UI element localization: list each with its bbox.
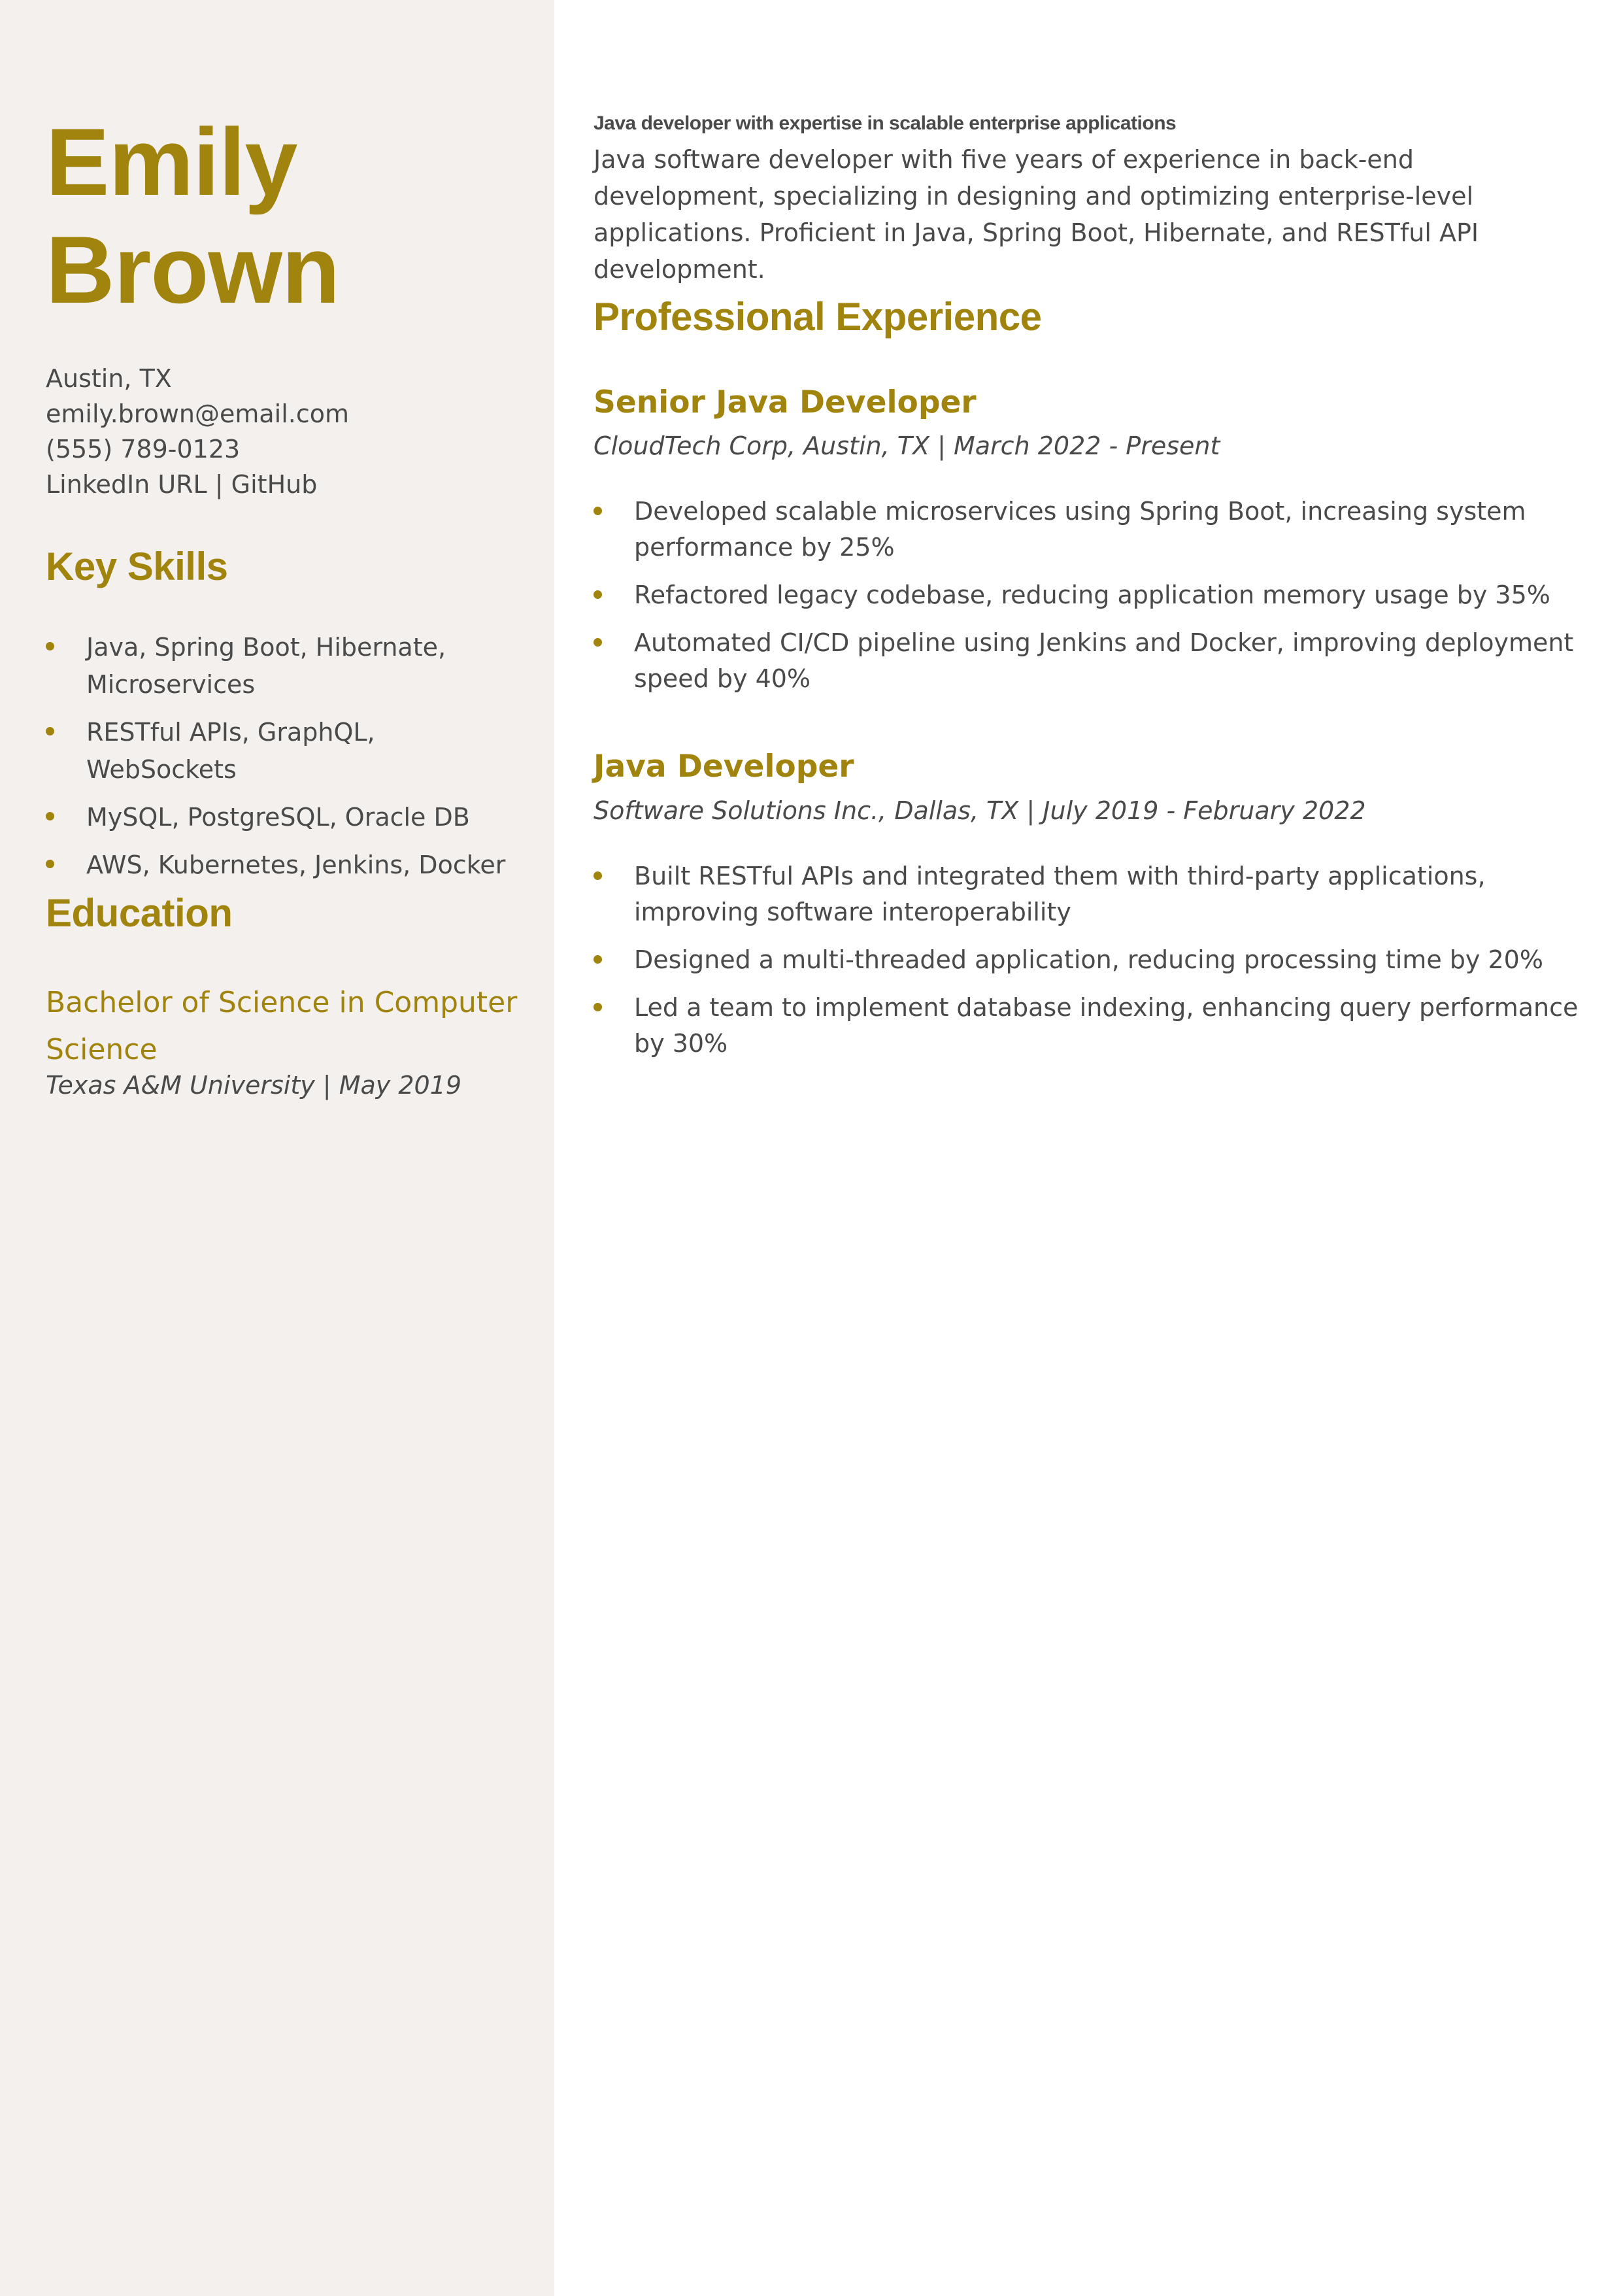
skill-item: [46, 847, 523, 884]
job-duties: [594, 494, 1587, 709]
skill-text: MySQL, PostgreSQL, Oracle DB: [86, 803, 470, 832]
bullet-icon: [46, 812, 54, 820]
summary-text: Java software developer with five years of experience in back-end development, specializing in designing and optimizing enterprise-level applications. Proficient in Java, Spring Boot, Hibernate, and RESTful API development.: [594, 145, 1479, 284]
skill-text: Java, Spring Boot, Hibernate, Microservices: [86, 633, 446, 699]
skill-text: RESTful APIs, GraphQL, WebSockets: [86, 718, 375, 784]
first-name: Emily: [46, 109, 297, 215]
email: emily.brown@email.com: [46, 399, 350, 428]
main-content: [554, 0, 1623, 2296]
duty-item: [594, 942, 1587, 978]
candidate-name: [46, 108, 516, 324]
duty-item: [594, 625, 1587, 697]
skill-item: [46, 629, 523, 703]
bullet-icon: [594, 590, 602, 599]
skill-text: AWS, Kubernetes, Jenkins, Docker: [86, 851, 506, 879]
job-duties: [594, 858, 1587, 1073]
duty-text: Developed scalable microservices using Spring Boot, increasing system performance by 25%: [634, 497, 1526, 562]
summary-headline: Java developer with expertise in scalable enterprise applications: [594, 112, 1177, 134]
duty-item: [594, 858, 1587, 930]
duty-text: Refactored legacy codebase, reducing application memory usage by 35%: [634, 581, 1550, 609]
bullet-icon: [594, 638, 602, 647]
sidebar: [0, 0, 554, 2296]
education-heading: Education: [46, 891, 233, 935]
skills-list: [46, 629, 523, 894]
bullet-icon: [46, 860, 54, 868]
last-name: Brown: [46, 216, 340, 323]
contact-block: [46, 361, 349, 502]
skill-item: [46, 799, 523, 836]
job-meta: CloudTech Corp, Austin, TX | March 2022 - Present: [594, 431, 1220, 460]
duty-text: Designed a multi-threaded application, reducing processing time by 20%: [634, 945, 1543, 974]
job-title: Senior Java Developer: [594, 384, 977, 420]
skill-item: [46, 714, 523, 788]
duty-text: Automated CI/CD pipeline using Jenkins and Docker, improving deployment speed by 40%: [634, 628, 1574, 693]
bullet-icon: [594, 871, 602, 880]
location: Austin, TX: [46, 364, 172, 393]
duty-item: [594, 990, 1587, 1062]
duty-text: Built RESTful APIs and integrated them with third-party applications, improving software interoperability: [634, 862, 1486, 926]
bullet-icon: [594, 1003, 602, 1011]
job-meta: Software Solutions Inc., Dallas, TX | July 2019 - February 2022: [594, 796, 1366, 825]
bullet-icon: [46, 642, 54, 650]
skills-heading: Key Skills: [46, 545, 228, 588]
bullet-icon: [46, 727, 54, 735]
job-title: Java Developer: [594, 749, 854, 785]
experience-heading: Professional Experience: [594, 295, 1042, 339]
bullet-icon: [594, 507, 602, 515]
school-line: Texas A&M University | May 2019: [46, 1071, 462, 1100]
duty-text: Led a team to implement database indexing, enhancing query performance by 30%: [634, 993, 1579, 1058]
phone: (555) 789-0123: [46, 435, 241, 464]
duty-item: [594, 494, 1587, 566]
profile-links: LinkedIn URL | GitHub: [46, 470, 318, 499]
bullet-icon: [594, 955, 602, 964]
duty-item: [594, 577, 1587, 613]
degree: Bachelor of Science in Computer Science: [46, 986, 518, 1066]
